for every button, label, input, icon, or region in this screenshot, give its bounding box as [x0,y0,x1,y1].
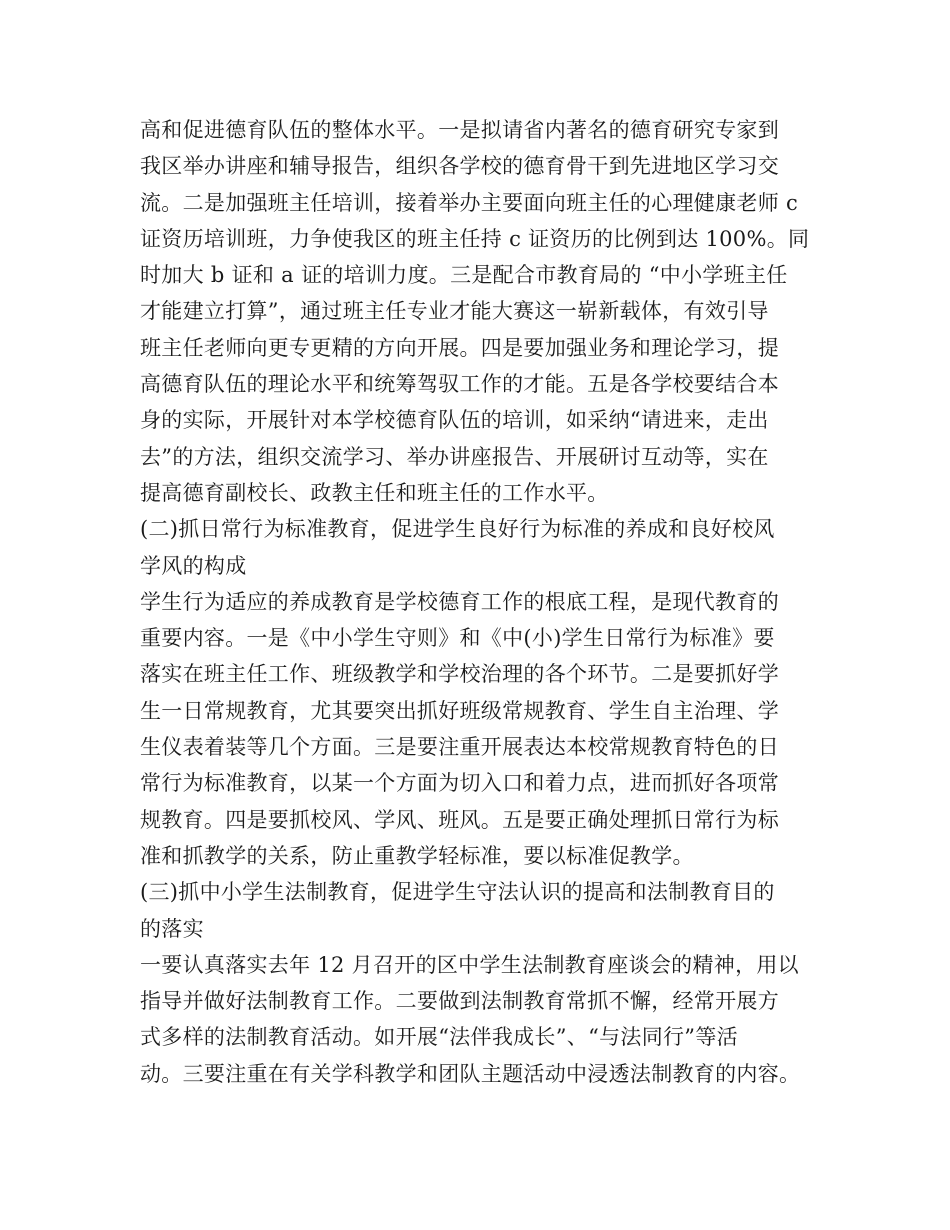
heading-line: 的落实 [140,916,204,941]
text-line: 班主任老师向更专更精的方向开展。四是要加强业务和理论学习，提 [140,335,779,360]
text-line: 生一日常规教育，尤其要突出抓好班级常规教育、学生自主治理、学 [140,698,779,723]
section-heading-3 [140,874,830,947]
text-line: 一要认真落实去年 12 月召开的区中学生法制教育座谈会的精神，用以 [140,952,799,977]
text-line: 常行为标准教育，以某一个方面为切入口和着力点，进而抓好各项常 [140,771,779,796]
text-line: 高和促进德育队伍的整体水平。一是拟请省内著名的德育研究专家到 [140,118,779,142]
text-line: 指导并做好法制教育工作。二要做到法制教育常抓不懈，经常开展方 [140,989,779,1014]
text-line: 动。三要注重在有关学科教学和团队主题活动中浸透法制教育的内容。 [140,1061,801,1086]
text-line: 流。二是加强班主任培训，接着举办主要面向班主任的心理健康老师 c [140,190,799,215]
document-body [140,112,830,1092]
text-line: 去”的方法，组织交流学习、举办讲座报告、开展研讨互动等，实在 [140,444,769,469]
text-line: 落实在班主任工作、班级教学和学校治理的各个环节。二是要抓好学 [140,662,779,687]
text-line: 身的实际，开展针对本学校德育队伍的培训，如采纳“请进来，走出 [140,408,769,433]
text-line: 高德育队伍的理论水平和统筹驾驭工作的才能。五是各学校要结合本 [140,372,779,397]
section-heading-2 [140,511,830,584]
heading-line: (三)抓中小学生法制教育，促进学生守法认识的提高和法制教育目的 [140,880,775,905]
text-line: 时加大 b 证和 a 证的培训力度。三是配合市教育局的 “中小学班主任 [140,263,788,288]
paragraph-legal-education [140,947,830,1092]
text-line: 学生行为适应的养成教育是学校德育工作的根底工程，是现代教育的 [140,589,779,614]
paragraph-behavior-education [140,584,830,874]
text-line: 证资历培训班，力争使我区的班主任持 c 证资历的比例到达 100%。同 [140,226,810,251]
text-line: 才能建立打算”，通过班主任专业才能大赛这一崭新载体，有效引导 [140,299,769,324]
text-line: 重要内容。一是《中小学生守则》和《中(小)学生日常行为标准》要 [140,626,775,651]
text-line: 准和抓教学的关系，防止重教学轻标准，要以标准促教学。 [140,843,694,868]
text-line: 生仪表着装等几个方面。三是要注重开展表达本校常规教育特色的日 [140,735,779,760]
text-line: 式多样的法制教育活动。如开展“法伴我成长”、“与法同行”等活 [140,1025,738,1050]
text-line: 提高德育副校长、政教主任和班主任的工作水平。 [140,480,609,505]
heading-line: 学风的构成 [140,553,247,578]
text-line: 规教育。四是要抓校风、学风、班风。五是要正确处理抓日常行为标 [140,807,779,832]
paragraph-team-building [140,112,830,511]
heading-line: (二)抓日常行为标准教育，促进学生良好行为标准的养成和良好校风 [140,517,775,542]
text-line: 我区举办讲座和辅导报告，组织各学校的德育骨干到先进地区学习交 [140,154,779,179]
